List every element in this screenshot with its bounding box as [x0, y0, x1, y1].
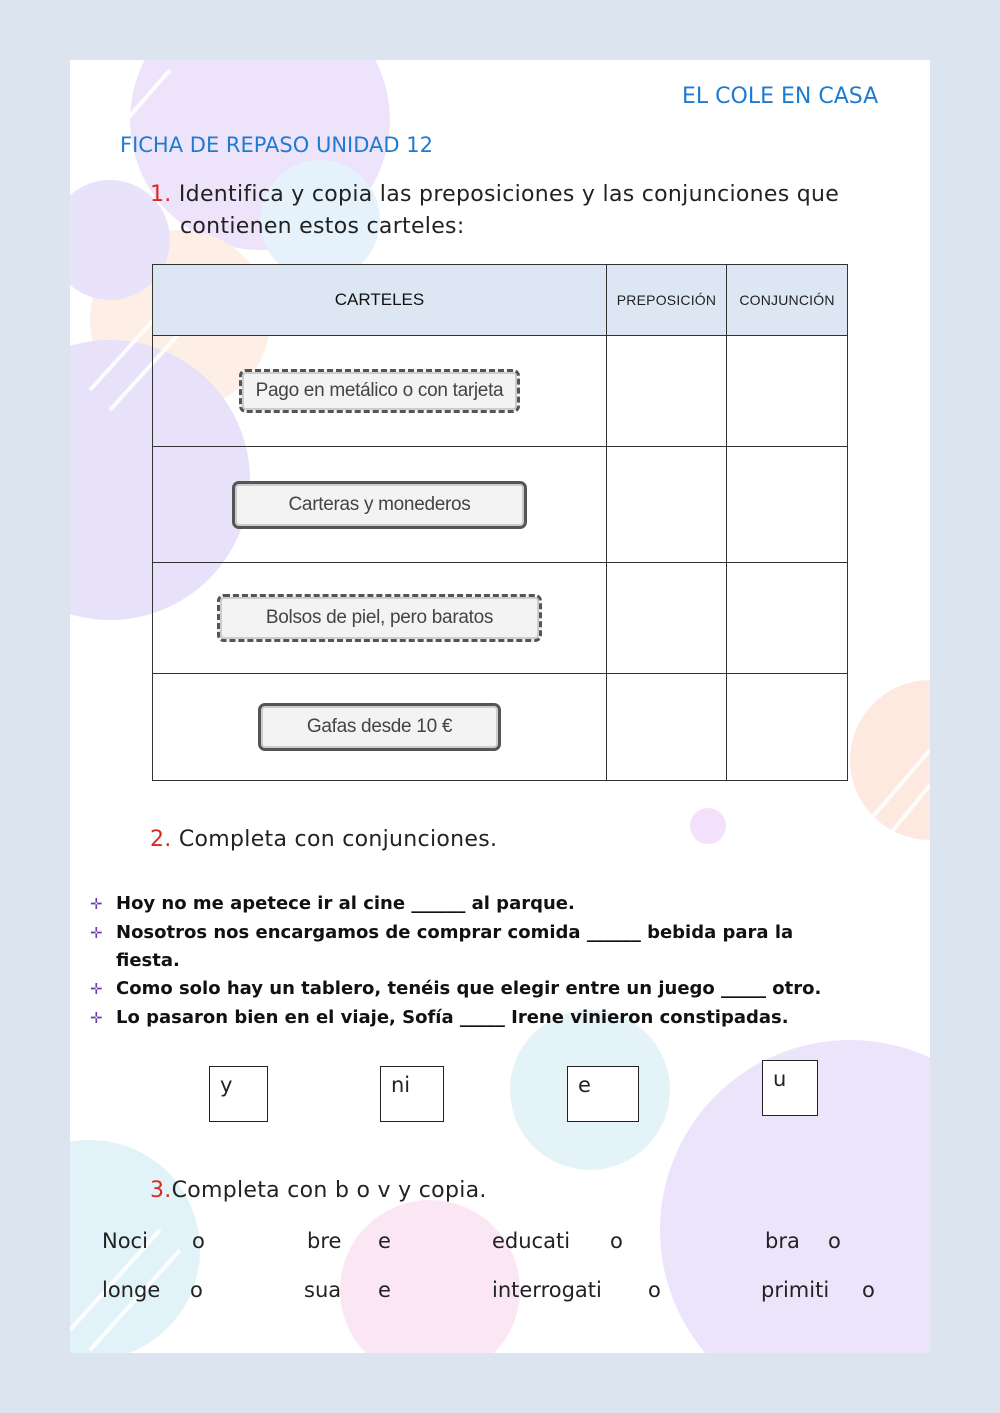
preposition-answer-cell[interactable]: [607, 336, 727, 447]
sentence-2: [90, 919, 793, 947]
table-row: [153, 447, 848, 563]
question-1-text-line1: Identifica y copia las preposiciones y las conjunciones que: [178, 182, 840, 207]
sign: Bolsos de piel, pero baratos: [217, 594, 542, 642]
table-row: [153, 674, 848, 781]
header-right-title: EL COLE EN CASA: [682, 84, 879, 109]
question-3: [150, 1178, 487, 1203]
sentence-text: Nosotros nos encargamos de comprar comida ______ bebida para la: [116, 922, 794, 943]
sign: Pago en metálico o con tarjeta: [239, 369, 521, 413]
word-ending: e: [378, 1278, 391, 1302]
word-stem: sua: [304, 1278, 342, 1302]
worksheet-page: [70, 60, 930, 1353]
sentence-text: Lo pasaron bien en el viaje, Sofía _____ Irene vinieron constipadas.: [116, 1007, 789, 1028]
question-2-text: Completa con conjunciones.: [178, 827, 498, 852]
conjunction-answer-cell[interactable]: [727, 563, 848, 674]
word-stem: bra: [765, 1229, 800, 1253]
header-carteles: CARTELES: [153, 265, 607, 336]
question-3-text: Completa con b o v y copia.: [171, 1178, 487, 1203]
word-stem: bre: [307, 1229, 342, 1253]
word-ending: o: [828, 1229, 841, 1253]
conjunction-answer-cell[interactable]: [727, 447, 848, 563]
question-1: [150, 182, 839, 207]
preposition-answer-cell[interactable]: [607, 563, 727, 674]
preposition-answer-cell[interactable]: [607, 447, 727, 563]
word-stem: educati: [492, 1229, 571, 1253]
word-ending: o: [610, 1229, 623, 1253]
option-y[interactable]: y: [209, 1066, 268, 1122]
table-header-row: [153, 265, 848, 336]
bullet-arrow-icon: ✛: [90, 895, 103, 913]
question-2: [150, 827, 497, 852]
sign: Carteras y monederos: [232, 481, 528, 529]
option-u[interactable]: u: [762, 1060, 818, 1116]
sentence-3: [90, 975, 821, 1003]
word-stem: interrogati: [492, 1278, 602, 1302]
sentence-text: Como solo hay un tablero, tenéis que elegir entre un juego _____ otro.: [116, 978, 822, 999]
preposition-answer-cell[interactable]: [607, 674, 727, 781]
table-row: [153, 563, 848, 674]
table-row: [153, 336, 848, 447]
option-e[interactable]: e: [567, 1066, 639, 1122]
sentence-2-continuation: fiesta.: [116, 950, 180, 971]
bullet-arrow-icon: ✛: [90, 980, 103, 998]
option-ni[interactable]: ni: [380, 1066, 444, 1122]
sentence-1: [90, 890, 575, 918]
signs-table: [152, 264, 848, 781]
sign-cell: [153, 447, 607, 563]
question-2-number: 2.: [150, 827, 172, 852]
bullet-arrow-icon: ✛: [90, 1009, 103, 1027]
sign-cell: [153, 336, 607, 447]
sign-cell: [153, 563, 607, 674]
conjunction-answer-cell[interactable]: [727, 674, 848, 781]
bullet-arrow-icon: ✛: [90, 924, 103, 942]
word-ending: o: [648, 1278, 661, 1302]
word-ending: o: [190, 1278, 203, 1302]
word-ending: e: [378, 1229, 391, 1253]
header-conjuncion: CONJUNCIÓN: [727, 265, 848, 336]
conjunction-answer-cell[interactable]: [727, 336, 848, 447]
word-ending: o: [862, 1278, 875, 1302]
header-left-title: FICHA DE REPASO UNIDAD 12: [120, 133, 433, 157]
sign: Gafas desde 10 €: [258, 703, 501, 751]
sentence-text: Hoy no me apetece ir al cine ______ al parque.: [116, 893, 575, 914]
question-1-number: 1.: [150, 182, 172, 207]
question-1-text-line2: contienen estos carteles:: [180, 214, 465, 239]
word-stem: Noci: [102, 1229, 148, 1253]
header-preposicion: PREPOSICIÓN: [607, 265, 727, 336]
question-3-number: 3.: [150, 1178, 172, 1203]
sentence-4: [90, 1004, 789, 1032]
word-ending: o: [192, 1229, 205, 1253]
word-stem: longe: [102, 1278, 161, 1302]
sign-cell: [153, 674, 607, 781]
word-stem: primiti: [761, 1278, 830, 1302]
